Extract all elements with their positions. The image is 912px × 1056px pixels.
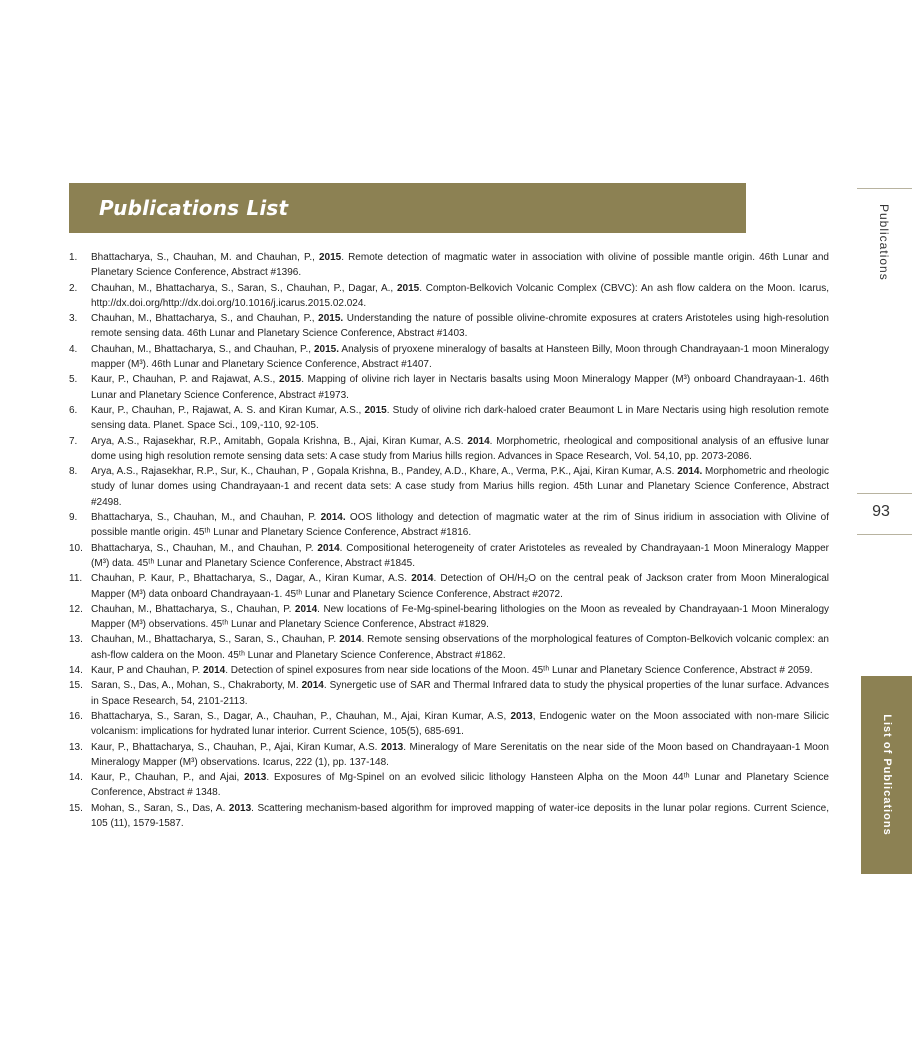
publication-item — [69, 342, 829, 373]
publication-authors: Chauhan, M., Bhattacharya, S., and Chauhan, P., — [91, 343, 314, 355]
publication-details: . Synergetic use of SAR and Thermal Infrared data to study the physical properties of the lunar surface. Advances in Space Research, 54, 2101-2113. — [91, 680, 829, 707]
publication-authors: Chauhan, M., Bhattacharya, S., Saran, S., Chauhan, P. — [91, 634, 340, 646]
side-divider-low — [857, 534, 912, 535]
publication-authors: Bhattacharya, S., Chauhan, M., and Chauhan, P. — [91, 542, 318, 554]
publication-authors: Chauhan, M., Bhattacharya, S., and Chauhan, P., — [91, 313, 319, 325]
publication-number: 14. — [69, 665, 83, 677]
publication-year: 2015. — [313, 343, 339, 355]
publication-item — [69, 403, 829, 434]
publication-authors: Mohan, S., Saran, S., Das, A. — [91, 802, 229, 814]
section-tab-label: List of Publications — [880, 714, 893, 836]
publication-number: 15. — [69, 680, 83, 692]
publication-details: Understanding the nature of possible olivine-chromite exposures at craters Aristoteles using high-resolution remote sensing data. 46th Lunar and Planetary Science Conference, Abstract #1403. — [91, 313, 829, 340]
publication-details: . Remote detection of magmatic water in association with olivine of possible mantle origin. 46th Lunar and Planetary Science Conference, Abstract #1396. — [91, 252, 829, 279]
publication-number: 12. — [69, 603, 83, 615]
publication-item — [69, 250, 829, 281]
publication-authors: Bhattacharya, S., Chauhan, M., and Chauhan, P. — [91, 512, 321, 524]
publication-year: 2015 — [278, 374, 302, 386]
publication-item — [69, 678, 829, 709]
publication-authors: Kaur, P., Chauhan, P. and Rajawat, A.S., — [91, 374, 279, 386]
publication-number: 7. — [69, 435, 78, 447]
publication-details: . Remote sensing observations of the morphological features of Compton-Belkovich volcanic complex: an ash-flow caldera on the Moon. 45ᵗʰ Lunar and Planetary Science Conference, Abstract #1862. — [91, 634, 829, 661]
publication-number: 15. — [69, 802, 83, 814]
publication-authors: Chauhan, M., Bhattacharya, S., Chauhan, P. — [91, 603, 295, 615]
publication-authors: Kaur, P., Chauhan, P., and Ajai, — [91, 772, 245, 784]
section-label: Publications — [877, 204, 891, 281]
publication-details: . Exposures of Mg-Spinel on an evolved silicic lithology Hansteen Alpha on the Moon 44ᵗʰ Lunar and Planetary Science Conference, Abstract # 1348. — [91, 772, 829, 799]
publication-year: 2013 — [380, 741, 404, 753]
publication-details: . Mineralogy of Mare Serenitatis on the near side of the Moon based on Chandrayaan-1 Moon Mineralogy Mapper (M³) observations. Icarus, 222 (1), pp. 137-148. — [91, 741, 829, 768]
publication-number: 11. — [69, 573, 83, 585]
publication-number: 13. — [69, 634, 83, 646]
publication-year: 2014. — [320, 512, 346, 524]
publication-authors: Chauhan, M., Bhattacharya, S., Saran, S., Chauhan, P., Dagar, A., — [91, 282, 397, 294]
publication-details: Analysis of pryoxene mineralogy of basalts at Hansteen Billy, Moon through Chandrayaan-1 moon Mineralogy mapper (M³). 46th Lunar and Planetary Science Conference, Abstract #1407. — [91, 343, 829, 371]
publication-details: . Study of olivine rich dark-haloed crater Beaumont L in Mare Nectaris using high resolution remote sensing data. Planet. Space Sci., 109,-110, 92-105. — [91, 404, 829, 432]
publication-number: 3. — [69, 313, 78, 325]
publication-item — [69, 740, 829, 771]
publication-number: 9. — [69, 512, 78, 524]
publication-number: 2. — [69, 282, 78, 294]
publication-year: 2014. — [677, 466, 703, 478]
publication-item — [69, 709, 829, 740]
publication-item — [69, 632, 829, 663]
publication-item — [69, 663, 829, 678]
publication-year: 2015. — [318, 313, 344, 325]
publication-year: 2014 — [301, 680, 324, 692]
publication-number: 5. — [69, 374, 78, 386]
publication-number: 4. — [69, 343, 78, 355]
publication-year: 2014 — [411, 573, 434, 585]
publication-item — [69, 464, 829, 510]
publication-details: . Compton-Belkovich Volcanic Complex (CBVC): An ash flow caldera on the Moon. Icarus, http://dx.doi.org/http://dx.doi.org/10.1016/j.icarus.2015.02.024. — [91, 282, 829, 309]
publication-item — [69, 770, 829, 801]
publication-authors: Saran, S., Das, A., Mohan, S., Chakraborty, M. — [91, 680, 302, 692]
publication-details: , Endogenic water on the Moon associated with non-mare Silicic volcanism: implications for hydrated lunar interior. Current Science, 105(5), 685-691. — [91, 710, 829, 738]
publication-details: . Compositional heterogeneity of crater Aristoteles as revealed by Chandrayaan-1 Moon Mineralogy Mapper (M³) data. 45ᵗʰ Lunar and Planetary Science Conference, Abstract #1845. — [91, 542, 829, 569]
publication-year: 2014 — [202, 665, 226, 677]
publication-details: . Scattering mechanism-based algorithm for improved mapping of water-ice deposits in the lunar polar regions. Current Science, 105 (11), 1579-1587. — [91, 802, 829, 829]
publication-authors: Kaur, P., Bhattacharya, S., Chauhan, P., Ajai, Kiran Kumar, A.S. — [91, 741, 381, 753]
publication-year: 2013 — [510, 710, 533, 722]
publication-item — [69, 281, 829, 312]
publication-authors: Chauhan, P. Kaur, P., Bhattacharya, S., Dagar, A., Kiran Kumar, A.S. — [91, 573, 412, 585]
side-divider-top — [857, 188, 912, 189]
section-tab — [861, 676, 912, 874]
publication-authors: Arya, A.S., Rajasekhar, R.P., Sur, K., Chauhan, P , Gopala Krishna, B., Pandey, A.D., Khare, A., Verma, P.K., Ajai, Kiran Kumar, A.S. — [91, 466, 678, 478]
publication-item — [69, 372, 829, 403]
publication-details: . Detection of spinel exposures from near side locations of the Moon. 45ᵗʰ Lunar and Planetary Science Conference, Abstract # 2059. — [225, 665, 813, 677]
publication-number: 8. — [69, 466, 78, 478]
publication-item — [69, 571, 829, 602]
publication-list — [69, 250, 829, 831]
publication-year: 2014 — [294, 603, 318, 615]
publication-authors: Arya, A.S., Rajasekhar, R.P., Amitabh, Gopala Krishna, B., Ajai, Kiran Kumar, A.S. — [91, 435, 468, 447]
publication-number: 1. — [69, 252, 78, 263]
publication-item — [69, 311, 829, 342]
page-title: Publications List — [99, 196, 289, 220]
publication-year: 2014 — [467, 435, 490, 447]
publication-details: . Morphometric, rheological and compositional analysis of an effusive lunar dome using high resolution remote sensing data sets: A case study from Marius hills region. Advances in Space Research, Vol. 54,10, pp. 2073-2086. — [91, 435, 829, 462]
publication-details: . New locations of Fe-Mg-spinel-bearing lithologies on the Moon as revealed by Chandrayaan-1 Moon Mineralogy Mapper (M³) observations. 45ᵗʰ Lunar and Planetary Science Conference, Abstract #1829. — [91, 603, 830, 631]
page-number: 93 — [872, 503, 890, 520]
publication-item — [69, 801, 829, 832]
publication-item — [69, 602, 829, 633]
publication-number: 6. — [69, 404, 78, 416]
publication-item — [69, 434, 829, 465]
publication-details: OOS lithology and detection of magmatic water at the rim of Sinus iridium in association with Olivine of possible mantle origin. 45ᵗʰ Lunar and Planetary Science Conference, Abstract #1816. — [91, 512, 829, 539]
publication-year: 2013 — [244, 772, 267, 784]
publication-number: 16. — [69, 710, 83, 722]
publication-details: . Mapping of olivine rich layer in Nectaris basalts using Moon Mineralogy Mapper (M³) onboard Chandrayaan-1. 46th Lunar and Planetary Science Conference, Abstract #1973. — [91, 374, 829, 401]
publication-authors: Kaur, P., Chauhan, P., Rajawat, A. S. and Kiran Kumar, A.S., — [91, 404, 365, 416]
title-bar — [69, 183, 746, 233]
publication-year: 2014 — [339, 634, 362, 646]
publication-authors: Kaur, P and Chauhan, P. — [91, 665, 203, 677]
publication-year: 2014 — [317, 542, 340, 554]
publication-number: 14. — [69, 772, 83, 784]
publication-details: . Detection of OH/H₂O on the central peak of Jackson crater from Moon Mineralogical Mapper (M³) data onboard Chandrayaan-1. 45ᵗʰ Lunar and Planetary Science Conference, Abstract #2072. — [91, 573, 829, 600]
publication-year: 2013 — [228, 802, 252, 814]
publication-item — [69, 541, 829, 572]
publication-authors: Bhattacharya, S., Saran, S., Dagar, A., Chauhan, P., Chauhan, M., Ajai, Kiran Kumar, A.S, — [91, 710, 511, 722]
side-divider-mid — [857, 493, 912, 494]
publication-year: 2015 — [396, 282, 420, 294]
publication-number: 13. — [69, 741, 83, 753]
publication-year: 2015 — [318, 252, 342, 263]
publication-item — [69, 510, 829, 541]
publication-details: Morphometric and rheologic study of lunar domes using Chandrayaan-1 and recent data sets: A case study from Marius hills region. 45th Lunar and Planetary Science Conference, Abstract #2498. — [91, 466, 830, 508]
publication-number: 10. — [69, 542, 83, 554]
publication-year: 2015 — [364, 404, 387, 416]
publication-authors: Bhattacharya, S., Chauhan, M. and Chauhan, P., — [91, 252, 319, 263]
